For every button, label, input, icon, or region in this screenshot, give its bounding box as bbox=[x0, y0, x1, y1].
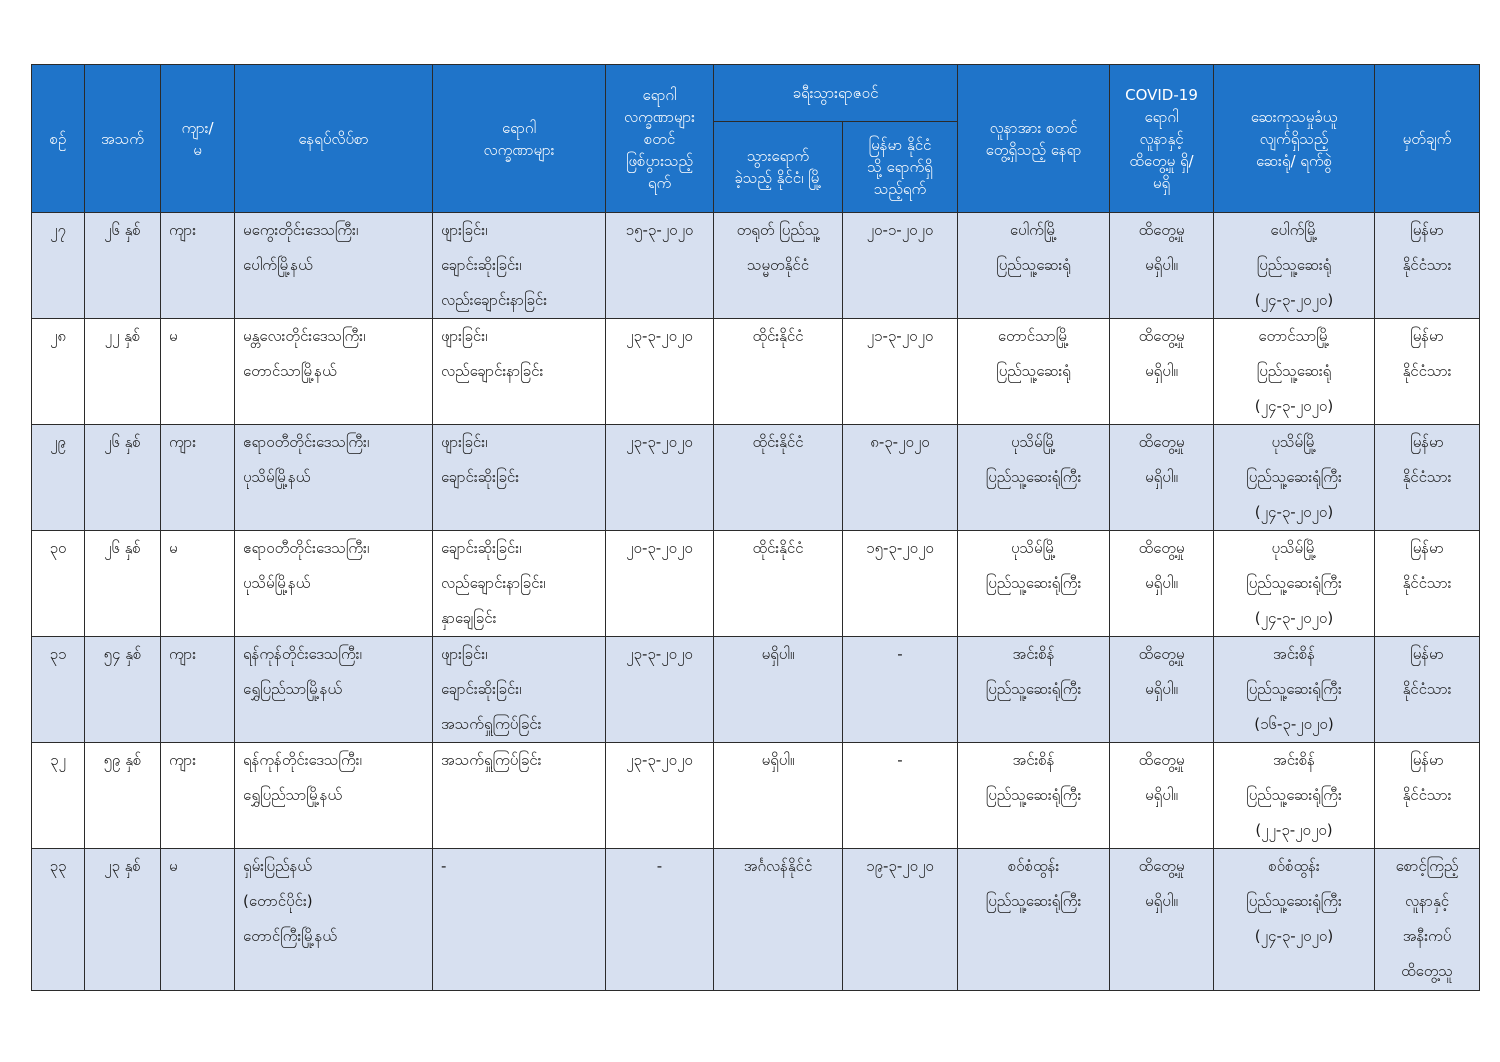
cell-travel-country-line: သမ္မတနိုင်ငံ bbox=[746, 256, 810, 274]
cell-onset-date: ၂၃-၃-၂၀၂၀ bbox=[606, 319, 714, 425]
cell-contact-line: မရှိပါ။ bbox=[1145, 892, 1178, 910]
cell-remark bbox=[1375, 531, 1480, 637]
cell-age: ၂၆ နှစ် bbox=[85, 213, 161, 319]
cell-age: ၂၂ နှစ် bbox=[85, 319, 161, 425]
cell-symptoms bbox=[433, 425, 606, 531]
cell-no: ၃၁ bbox=[32, 637, 85, 743]
cell-symptoms bbox=[433, 213, 606, 319]
cell-address-line: ပုသိမ်မြို့နယ် bbox=[243, 468, 311, 486]
header-remark: မှတ်ချက် bbox=[1375, 65, 1480, 213]
header-hospital: ဆေးကုသမှုခံယူ လျက်ရှိသည့် ဆေးရုံ/ ရက်စွဲ bbox=[1214, 65, 1375, 213]
cell-address-line: ပုသိမ်မြို့နယ် bbox=[243, 574, 311, 592]
cell-travel-country bbox=[714, 531, 843, 637]
table-row bbox=[32, 213, 1480, 319]
cell-detected-place bbox=[958, 319, 1110, 425]
cell-detected-place-line: ပြည်သူ့ဆေးရုံကြီး bbox=[985, 468, 1082, 486]
cell-hospital bbox=[1214, 425, 1375, 531]
cell-hospital-line: အင်းစိန် bbox=[1272, 645, 1316, 663]
cell-contact bbox=[1110, 849, 1214, 991]
cell-contact-line: မရှိပါ။ bbox=[1145, 680, 1178, 698]
cell-no: ၂၉ bbox=[32, 425, 85, 531]
cell-detected-place-line: တောင်သာမြို့ bbox=[997, 327, 1070, 345]
cell-sex: မ bbox=[161, 319, 235, 425]
cell-remark-line: မြန်မာ bbox=[1410, 539, 1444, 557]
header-travel-history: ခရီးသွားရာဇဝင် bbox=[714, 65, 958, 122]
cell-hospital-line: ပြည်သူ့ဆေးရုံကြီး bbox=[1246, 892, 1342, 910]
cell-arrival-date: ၈-၃-၂၀၂၀ bbox=[843, 425, 958, 531]
cell-address bbox=[235, 849, 433, 991]
cell-travel-country bbox=[714, 425, 843, 531]
cell-no: ၃၀ bbox=[32, 531, 85, 637]
cell-contact bbox=[1110, 425, 1214, 531]
cell-travel-country-line: မရှိပါ။ bbox=[761, 751, 795, 769]
cell-remark bbox=[1375, 425, 1480, 531]
cell-address-line: ရန်ကုန်တိုင်းဒေသကြီး၊ bbox=[243, 751, 362, 769]
cell-address bbox=[235, 319, 433, 425]
cell-remark-line: နိုင်ငံသား bbox=[1402, 256, 1452, 274]
cell-travel-country-line: ထိုင်းနိုင်ငံ bbox=[752, 539, 804, 557]
cell-onset-date: ၂၀-၃-၂၀၂၀ bbox=[606, 531, 714, 637]
cell-remark-line: စောင့်ကြည့် bbox=[1395, 857, 1459, 875]
cell-remark-line: နိုင်ငံသား bbox=[1402, 786, 1452, 804]
cell-hospital bbox=[1214, 319, 1375, 425]
cell-symptoms-line: ချောင်းဆိုးခြင်း၊ bbox=[441, 680, 522, 698]
table-row bbox=[32, 425, 1480, 531]
cell-sex: မ bbox=[161, 531, 235, 637]
cell-detected-place bbox=[958, 849, 1110, 991]
covid-cases-table bbox=[31, 64, 1480, 991]
cell-detected-place-line: စဝ်စံထွန်း bbox=[1007, 857, 1060, 875]
cell-symptoms-line: နှာချေခြင်း bbox=[441, 609, 497, 627]
cell-address bbox=[235, 213, 433, 319]
cell-symptoms-line: ချောင်းဆိုးခြင်း bbox=[441, 468, 520, 486]
cell-contact bbox=[1110, 637, 1214, 743]
cell-hospital-line: (၂၄-၃-၂၀၂၀) bbox=[1254, 291, 1334, 309]
cell-detected-place-line: အင်းစိန် bbox=[1012, 751, 1055, 769]
cell-detected-place-line: အင်းစိန် bbox=[1012, 645, 1055, 663]
cell-travel-country-line: အင်္ဂလန်နိုင်ငံ bbox=[743, 857, 813, 875]
cell-symptoms-line: အသက်ရှူကြပ်ခြင်း bbox=[441, 715, 542, 733]
header-sex: ကျား/ မ bbox=[161, 65, 235, 213]
cell-address-line: ဧရာဝတီတိုင်းဒေသကြီး၊ bbox=[243, 539, 370, 557]
cell-remark-line: မြန်မာ bbox=[1410, 327, 1444, 345]
cell-remark-line: လူနာနှင့် bbox=[1404, 892, 1450, 910]
cell-detected-place bbox=[958, 213, 1110, 319]
cell-no: ၂၇ bbox=[32, 213, 85, 319]
table-row bbox=[32, 743, 1480, 849]
cell-contact-line: ထိတွေ့မှု bbox=[1138, 539, 1185, 557]
cell-detected-place bbox=[958, 425, 1110, 531]
cell-symptoms-line: ဖျားခြင်း၊ bbox=[441, 327, 488, 345]
cell-detected-place-line: ပြည်သူ့ဆေးရုံကြီး bbox=[985, 892, 1082, 910]
cell-no: ၃၃ bbox=[32, 849, 85, 991]
cell-remark-line: နိုင်ငံသား bbox=[1402, 468, 1452, 486]
cell-hospital-line: (၂၄-၃-၂၀၂၀) bbox=[1254, 397, 1334, 415]
cell-address bbox=[235, 531, 433, 637]
cell-travel-country-line: တရုတ် ပြည်သူ့ bbox=[736, 221, 820, 239]
cell-detected-place-line: ပေါက်မြို့ bbox=[1009, 221, 1058, 239]
cell-hospital bbox=[1214, 849, 1375, 991]
header-no: စဉ် bbox=[32, 65, 85, 213]
header-contact: COVID-19 ရောဂါ လူနာနှင့် ထိတွေ့မှု ရှိ/ မရှိ bbox=[1110, 65, 1214, 213]
cell-remark-line: မြန်မာ bbox=[1410, 433, 1444, 451]
cell-symptoms bbox=[433, 637, 606, 743]
table-body bbox=[32, 213, 1480, 991]
cell-symptoms-line: လည်ချောင်းနာခြင်း၊ bbox=[441, 574, 546, 592]
cell-contact-line: မရှိပါ။ bbox=[1145, 786, 1178, 804]
cell-detected-place bbox=[958, 743, 1110, 849]
cell-symptoms bbox=[433, 531, 606, 637]
cell-detected-place-line: ပြည်သူ့ဆေးရုံကြီး bbox=[985, 680, 1082, 698]
cell-address-line: တောင်ကြီးမြို့နယ် bbox=[243, 927, 337, 945]
cell-age: ၂၆ နှစ် bbox=[85, 425, 161, 531]
cell-detected-place-line: ပြည်သူ့ဆေးရုံကြီး bbox=[985, 786, 1082, 804]
cell-hospital-line: ပေါက်မြို့ bbox=[1270, 221, 1318, 239]
cell-address-line: မကွေးတိုင်းဒေသကြီး၊ bbox=[243, 221, 359, 239]
cell-no: ၂၈ bbox=[32, 319, 85, 425]
cell-contact-line: ထိတွေ့မှု bbox=[1138, 857, 1185, 875]
cell-travel-country bbox=[714, 743, 843, 849]
cell-hospital-line: (၂၄-၃-၂၀၂၀) bbox=[1254, 927, 1334, 945]
cell-contact-line: ထိတွေ့မှု bbox=[1138, 327, 1185, 345]
header-address: နေရပ်လိပ်စာ bbox=[235, 65, 433, 213]
cell-address-line: ရွှေပြည်သာမြို့နယ် bbox=[243, 680, 343, 698]
cell-contact-line: ထိတွေ့မှု bbox=[1138, 433, 1185, 451]
cell-detected-place-line: ပုသိမ်မြို့ bbox=[1010, 539, 1057, 557]
cell-contact-line: ထိတွေ့မှု bbox=[1138, 221, 1185, 239]
cell-age: ၅၄ နှစ် bbox=[85, 637, 161, 743]
cell-remark-line: နိုင်ငံသား bbox=[1402, 574, 1452, 592]
cell-symptoms-line: ချောင်းဆိုးခြင်း၊ bbox=[441, 256, 522, 274]
cell-contact-line: မရှိပါ။ bbox=[1145, 256, 1178, 274]
cell-contact-line: ထိတွေ့မှု bbox=[1138, 645, 1185, 663]
cell-sex: ကျား bbox=[161, 743, 235, 849]
cell-arrival-date: ၁၉-၃-၂၀၂၀ bbox=[843, 849, 958, 991]
cell-address-line: မန္တလေးတိုင်းဒေသကြီး၊ bbox=[243, 327, 366, 345]
table-row bbox=[32, 531, 1480, 637]
cell-contact-line: မရှိပါ။ bbox=[1145, 468, 1178, 486]
table-header bbox=[32, 65, 1480, 213]
cell-onset-date: ၁၅-၃-၂၀၂၀ bbox=[606, 213, 714, 319]
cell-remark-line: နိုင်ငံသား bbox=[1402, 680, 1452, 698]
cell-travel-country-line: မရှိပါ။ bbox=[761, 645, 795, 663]
cell-onset-date: - bbox=[606, 849, 714, 991]
cell-symptoms-line: လည်ချောင်းနာခြင်း bbox=[441, 362, 544, 380]
cell-address bbox=[235, 743, 433, 849]
cell-contact bbox=[1110, 213, 1214, 319]
header-onset-date: ရောဂါ လက္ခဏာများ စတင် ဖြစ်ပွားသည့် ရက် bbox=[606, 65, 714, 213]
table-row bbox=[32, 319, 1480, 425]
cell-symptoms bbox=[433, 849, 606, 991]
cell-symptoms-line: ဖျားခြင်း၊ bbox=[441, 433, 488, 451]
cell-hospital bbox=[1214, 213, 1375, 319]
cell-detected-place-line: ပြည်သူ့ဆေးရုံ bbox=[996, 256, 1071, 274]
cell-arrival-date: ၁၅-၃-၂၀၂၀ bbox=[843, 531, 958, 637]
cell-hospital-line: ပြည်သူ့ဆေးရုံကြီး bbox=[1246, 786, 1342, 804]
cell-hospital-line: ပြည်သူ့ဆေးရုံကြီး bbox=[1246, 468, 1342, 486]
cell-hospital-line: တောင်သာမြို့ bbox=[1258, 327, 1330, 345]
header-age: အသက် bbox=[85, 65, 161, 213]
cell-age: ၅၉ နှစ် bbox=[85, 743, 161, 849]
cell-symptoms-line: အသက်ရှူကြပ်ခြင်း bbox=[441, 751, 542, 769]
cell-sex: ကျား bbox=[161, 425, 235, 531]
cell-hospital-line: ပြည်သူ့ဆေးရုံကြီး bbox=[1246, 680, 1342, 698]
cell-symptoms-line: - bbox=[441, 857, 447, 875]
cell-address-line: ရှမ်းပြည်နယ် bbox=[243, 857, 312, 875]
cell-detected-place-line: ပြည်သူ့ဆေးရုံကြီး bbox=[985, 574, 1082, 592]
cell-hospital-line: ပြည်သူ့ဆေးရုံ bbox=[1256, 362, 1332, 380]
cell-address-line: တောင်သာမြို့နယ် bbox=[243, 362, 337, 380]
cell-detected-place-line: ပုသိမ်မြို့ bbox=[1010, 433, 1057, 451]
cell-hospital-line: ပုသိမ်မြို့ bbox=[1271, 433, 1317, 451]
cell-onset-date: ၂၃-၃-၂၀၂၀ bbox=[606, 637, 714, 743]
cell-address-line: ပေါက်မြို့နယ် bbox=[243, 256, 313, 274]
cell-address-line: (တောင်ပိုင်း) bbox=[243, 892, 313, 910]
cell-hospital bbox=[1214, 531, 1375, 637]
cell-remark-line: မြန်မာ bbox=[1410, 221, 1444, 239]
cell-travel-country bbox=[714, 637, 843, 743]
cell-remark bbox=[1375, 637, 1480, 743]
cell-symptoms-line: ဖျားခြင်း၊ bbox=[441, 645, 488, 663]
cell-arrival-date: ၂၁-၃-၂၀၂၀ bbox=[843, 319, 958, 425]
cell-address bbox=[235, 637, 433, 743]
header-arrival-date: မြန်မာ နိုင်ငံ သို့ ရောက်ရှိ သည့်ရက် bbox=[843, 122, 958, 213]
cell-symptoms-line: လည်းချောင်းနာခြင်း bbox=[441, 291, 548, 309]
cell-detected-place bbox=[958, 531, 1110, 637]
table-row bbox=[32, 849, 1480, 991]
header-symptoms: ရောဂါ လက္ခဏာများ bbox=[433, 65, 606, 213]
cell-hospital bbox=[1214, 743, 1375, 849]
cell-no: ၃၂ bbox=[32, 743, 85, 849]
cell-onset-date: ၂၃-၃-၂၀၂၀ bbox=[606, 425, 714, 531]
cell-hospital bbox=[1214, 637, 1375, 743]
table-row bbox=[32, 637, 1480, 743]
cell-detected-place-line: ပြည်သူ့ဆေးရုံ bbox=[996, 362, 1071, 380]
cell-arrival-date: ၂၀-၁-၂၀၂၀ bbox=[843, 213, 958, 319]
cell-address-line: ဧရာဝတီတိုင်းဒေသကြီး၊ bbox=[243, 433, 370, 451]
cell-travel-country-line: ထိုင်းနိုင်ငံ bbox=[752, 327, 804, 345]
cell-sex: ကျား bbox=[161, 637, 235, 743]
cell-remark bbox=[1375, 743, 1480, 849]
cell-arrival-date: - bbox=[843, 637, 958, 743]
cell-symptoms-line: ဖျားခြင်း၊ bbox=[441, 221, 488, 239]
cell-hospital-line: စဝ်စံထွန်း bbox=[1268, 857, 1320, 875]
cell-onset-date: ၂၃-၃-၂၀၂၀ bbox=[606, 743, 714, 849]
cell-remark-line: နိုင်ငံသား bbox=[1402, 362, 1452, 380]
cell-contact-line: မရှိပါ။ bbox=[1145, 574, 1178, 592]
cell-remark-line: အနီးကပ် bbox=[1402, 927, 1452, 945]
cell-contact-line: မရှိပါ။ bbox=[1145, 362, 1178, 380]
cell-hospital-line: ပြည်သူ့ဆေးရုံကြီး bbox=[1246, 574, 1342, 592]
cell-contact-line: ထိတွေ့မှု bbox=[1138, 751, 1185, 769]
cell-remark-line: ထိတွေ့သူ bbox=[1401, 962, 1453, 980]
cell-remark bbox=[1375, 319, 1480, 425]
cell-detected-place bbox=[958, 637, 1110, 743]
cell-remark-line: မြန်မာ bbox=[1410, 645, 1444, 663]
cell-arrival-date: - bbox=[843, 743, 958, 849]
cell-travel-country-line: ထိုင်းနိုင်ငံ bbox=[752, 433, 804, 451]
cell-hospital-line: ပြည်သူ့ဆေးရုံ bbox=[1256, 256, 1332, 274]
cell-symptoms bbox=[433, 743, 606, 849]
cell-sex: မ bbox=[161, 849, 235, 991]
cell-contact bbox=[1110, 531, 1214, 637]
cell-remark-line: မြန်မာ bbox=[1410, 751, 1444, 769]
cell-address bbox=[235, 425, 433, 531]
cell-travel-country bbox=[714, 849, 843, 991]
cell-travel-country bbox=[714, 319, 843, 425]
cell-hospital-line: အင်းစိန် bbox=[1272, 751, 1316, 769]
header-travel-country: သွားရောက် ခဲ့သည့် နိုင်ငံ၊ မြို့ bbox=[714, 122, 843, 213]
cell-remark bbox=[1375, 213, 1480, 319]
cell-hospital-line: ပုသိမ်မြို့ bbox=[1271, 539, 1317, 557]
cell-hospital-line: (၂၄-၃-၂၀၂၀) bbox=[1254, 503, 1334, 521]
header-detected-place: လူနာအား စတင် တွေ့ရှိသည့် နေရာ bbox=[958, 65, 1110, 213]
cell-symptoms bbox=[433, 319, 606, 425]
cell-age: ၂၃ နှစ် bbox=[85, 849, 161, 991]
cell-travel-country bbox=[714, 213, 843, 319]
cell-hospital-line: (၂၂-၃-၂၀၂၀) bbox=[1255, 821, 1333, 839]
cell-symptoms-line: ချောင်းဆိုးခြင်း၊ bbox=[441, 539, 522, 557]
cell-hospital-line: (၂၄-၃-၂၀၂၀) bbox=[1254, 609, 1334, 627]
cell-age: ၂၆ နှစ် bbox=[85, 531, 161, 637]
cell-sex: ကျား bbox=[161, 213, 235, 319]
cell-address-line: ရွှေပြည်သာမြို့နယ် bbox=[243, 786, 343, 804]
cell-address-line: ရန်ကုန်တိုင်းဒေသကြီး၊ bbox=[243, 645, 362, 663]
cell-remark bbox=[1375, 849, 1480, 991]
cell-contact bbox=[1110, 743, 1214, 849]
cell-hospital-line: (၁၆-၃-၂၀၂၀) bbox=[1254, 715, 1334, 733]
cell-contact bbox=[1110, 319, 1214, 425]
